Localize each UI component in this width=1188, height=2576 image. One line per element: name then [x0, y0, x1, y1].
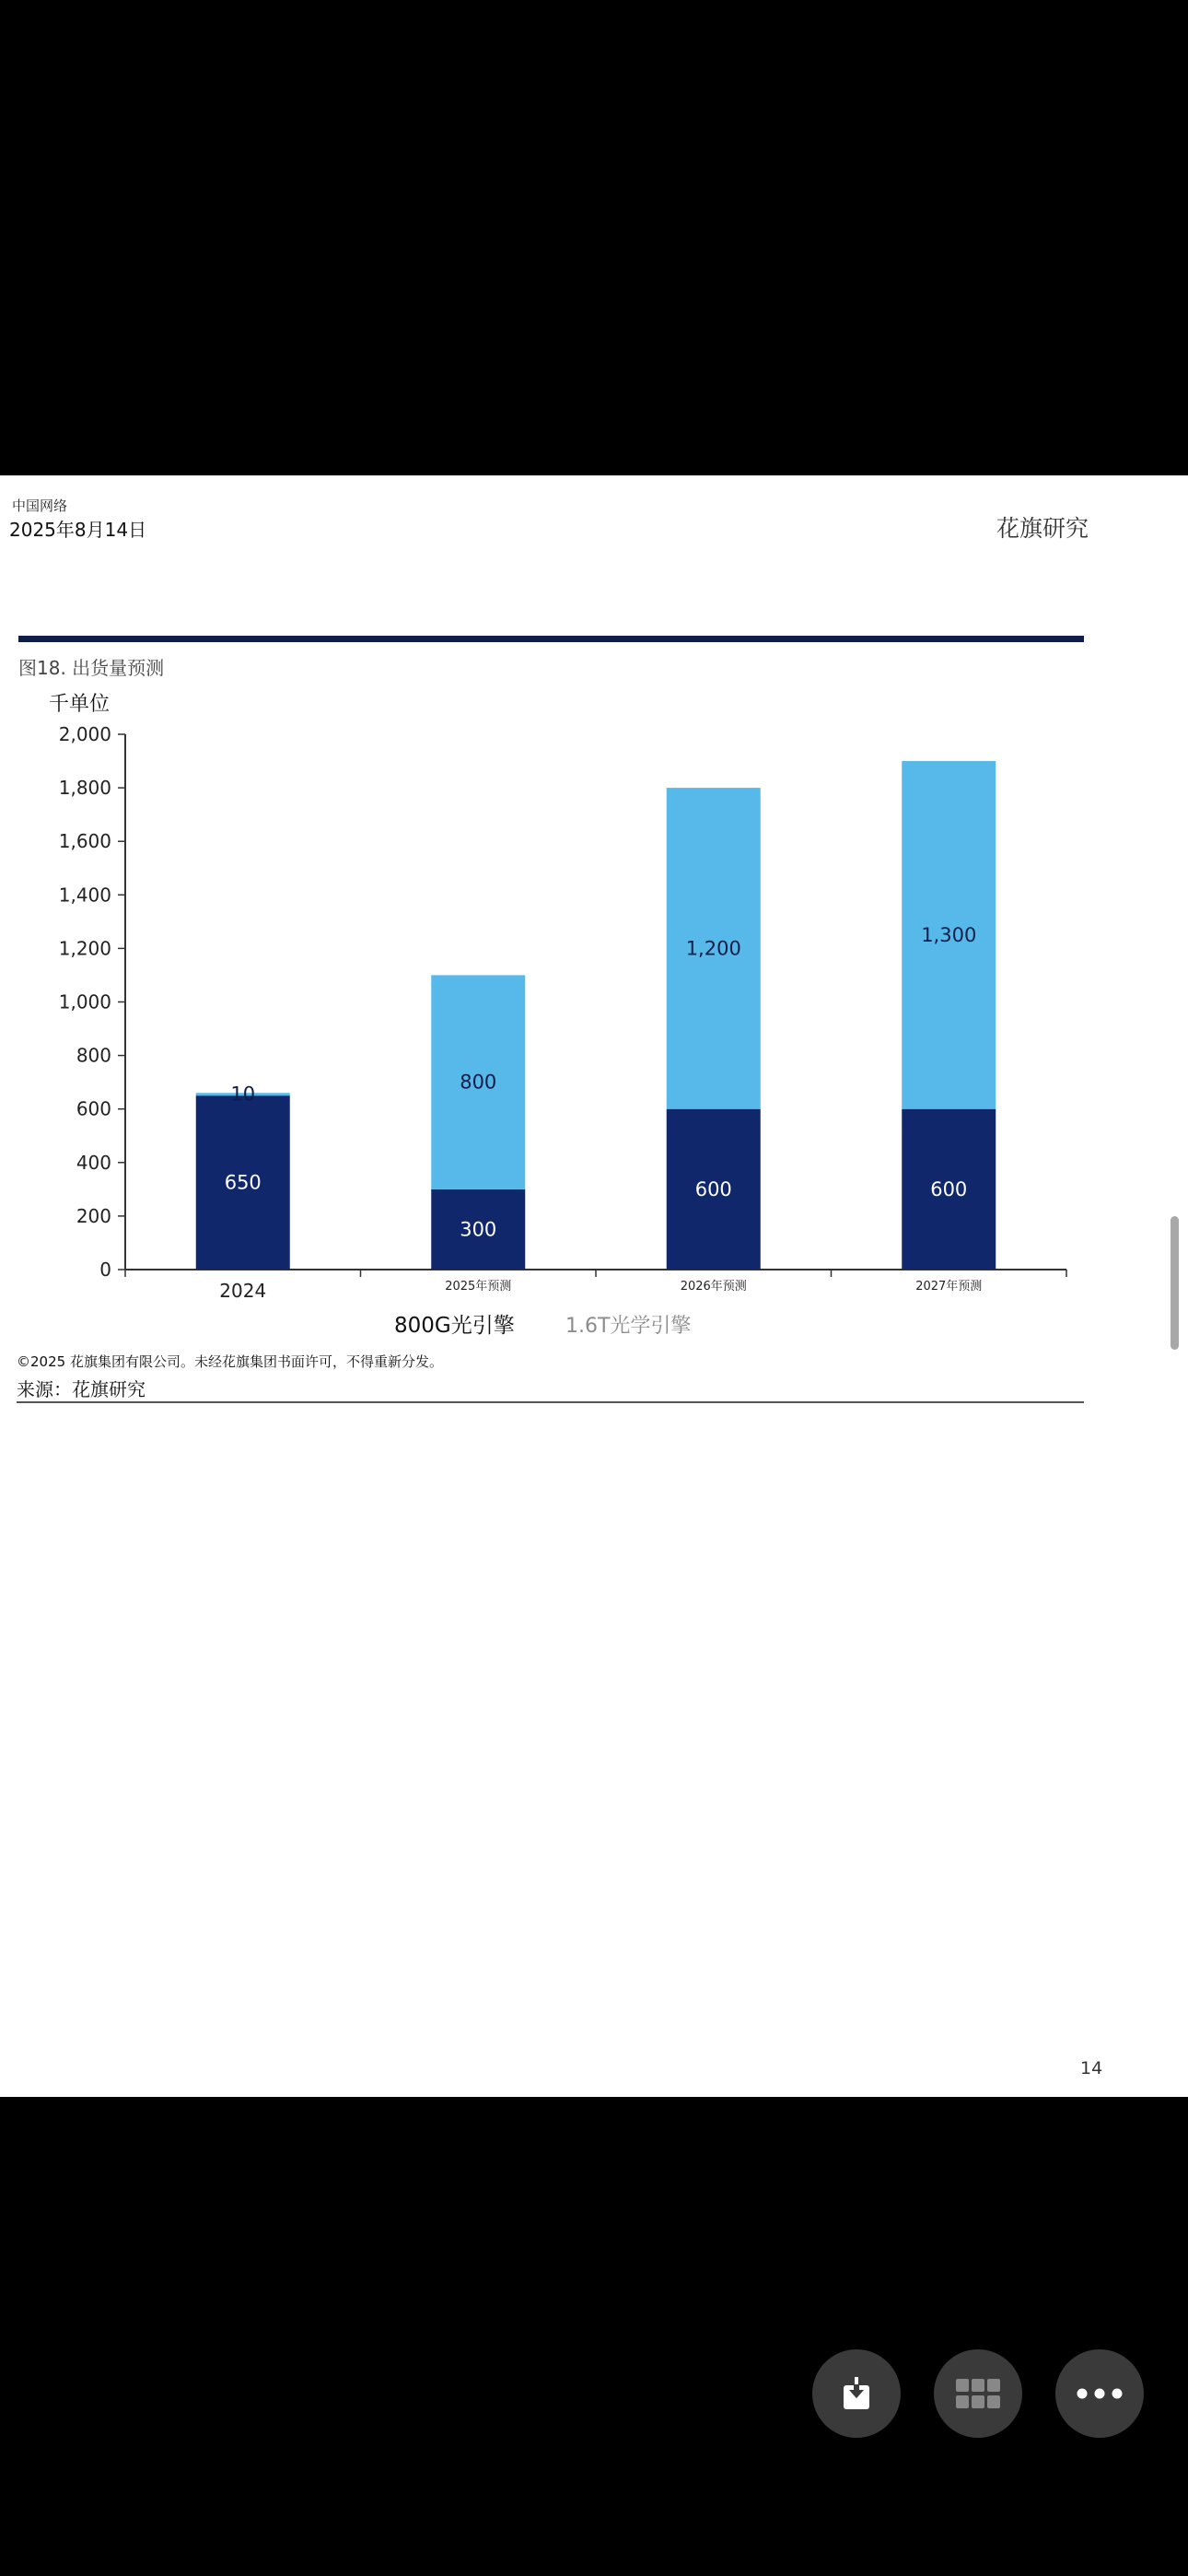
bar-data-label: 1,200 — [685, 937, 741, 960]
unit-label: 千单位 — [49, 693, 111, 716]
legend-item-800g: 800G光引擎 — [394, 1314, 515, 1338]
bar-data-label: 10 — [230, 1083, 256, 1106]
y-tick-label: 1,600 — [58, 830, 111, 853]
download-button[interactable] — [812, 2349, 901, 2438]
header-region-label: 中国网络 — [12, 498, 68, 514]
grid-view-button[interactable] — [934, 2349, 1022, 2438]
document-page — [0, 475, 1188, 2097]
shipment-bar-chart — [0, 475, 1188, 1341]
y-tick-label: 0 — [99, 1259, 111, 1281]
bar-data-label: 600 — [694, 1177, 732, 1200]
legend-item-1-6t: 1.6T光学引擎 — [565, 1315, 692, 1338]
bar-data-label: 650 — [224, 1171, 262, 1194]
source-note: 来源：花旗研究 — [17, 1378, 146, 1400]
bar-data-label: 600 — [930, 1177, 968, 1200]
y-tick-label: 800 — [76, 1044, 111, 1067]
header-brand: 花旗研究 — [996, 515, 1089, 542]
bar-data-label: 800 — [460, 1071, 497, 1094]
y-tick-label: 1,200 — [58, 937, 111, 960]
y-tick-label: 1,400 — [58, 884, 111, 907]
y-tick-label: 600 — [76, 1097, 111, 1120]
footer-rule — [17, 1401, 1084, 1403]
download-icon — [836, 2373, 877, 2414]
header-date: 2025年8月14日 — [9, 519, 147, 541]
bar-data-label: 300 — [460, 1218, 497, 1241]
y-tick-label: 1,000 — [58, 990, 111, 1013]
x-tick-label: 2027年预测 — [915, 1280, 983, 1294]
page-number: 14 — [1080, 2058, 1103, 2078]
x-tick-label: 2026年预测 — [680, 1280, 747, 1294]
grid-icon — [954, 2377, 1002, 2410]
y-tick-label: 1,800 — [58, 777, 111, 800]
more-icon — [1076, 2387, 1124, 2400]
x-tick-label: 2024 — [219, 1280, 267, 1302]
figure-title: 图18. 出货量预测 — [18, 657, 165, 679]
bar-data-label: 1,300 — [921, 923, 977, 946]
y-tick-label: 200 — [76, 1204, 111, 1227]
more-options-button[interactable] — [1055, 2349, 1144, 2438]
scrollbar-thumb[interactable] — [1171, 1216, 1179, 1350]
y-tick-label: 2,000 — [58, 723, 111, 745]
x-tick-label: 2025年预测 — [445, 1280, 512, 1294]
y-tick-label: 400 — [76, 1151, 111, 1174]
copyright-note: ©2025 花旗集团有限公司。未经花旗集团书面许可，不得重新分发。 — [17, 1353, 443, 1370]
